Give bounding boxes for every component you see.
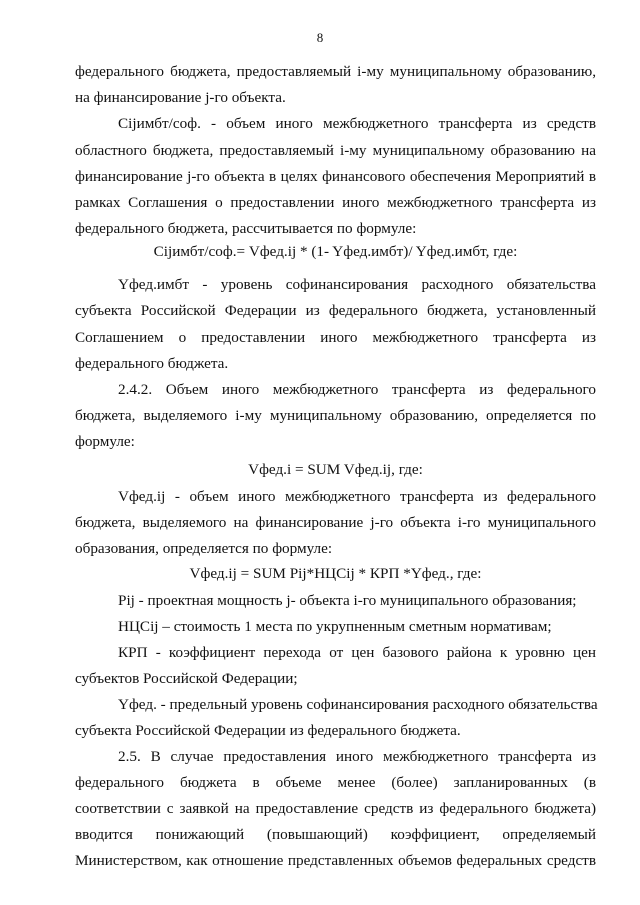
text-line: федерального бюджета, рассчитывается по формуле:: [75, 220, 417, 237]
text-line: финансирование j-го объекта в целях финансового обеспечения Мероприятий в: [75, 168, 596, 185]
text-line: соответствии с заявкой на предоставление средств из федерального бюджета): [75, 800, 596, 817]
text-line: Министерством, как отношение представленных объемов федеральных средств: [75, 852, 596, 869]
text-line: субъекта Российской Федерации из федерального бюджета.: [75, 722, 461, 739]
text-line: федерального бюджета в объеме менее (более) запланированных (в: [75, 774, 596, 791]
formula-line: Сijимбт/соф.= Vфед.ij * (1- Yфед.имбт)/ Yфед.имбт, где:: [153, 243, 518, 260]
text-line: областного бюджета, предоставляемый i-му муниципальному образованию на: [75, 142, 596, 159]
text-line: субъекта Российской Федерации из федерального бюджета, установленный: [75, 302, 596, 319]
text-line: бюджета, выделяемого на финансирование j-го объекта i-го муниципального: [75, 514, 596, 531]
text-line: вводится понижающий (повышающий) коэффициент, определяемый: [75, 826, 596, 843]
text-line: Сijимбт/соф. - объем иного межбюджетного трансферта из средств: [118, 115, 596, 132]
text-line: Vфед.ij - объем иного межбюджетного трансферта из федерального: [118, 488, 596, 505]
text-line: Yфед.имбт - уровень софинансирования расходного обязательства: [118, 276, 596, 293]
text-line: образования, определяется по формуле:: [75, 540, 333, 557]
text-line: 2.4.2. Объем иного межбюджетного трансферта из федерального: [118, 381, 596, 398]
text-line: формуле:: [75, 433, 135, 450]
formula-line: Vфед.ij = SUM Pij*НЦСij * КРП *Yфед., где:: [189, 565, 482, 582]
text-line: федерального бюджета, предоставляемый i-му муниципальному образованию,: [75, 63, 596, 80]
text-line: Yфед. - предельный уровень софинансирования расходного обязательства: [118, 696, 598, 713]
text-line: на финансирование j-го объекта.: [75, 89, 286, 106]
text-line: 2.5. В случае предоставления иного межбюджетного трансферта из: [118, 748, 596, 765]
text-line: федерального бюджета.: [75, 355, 229, 372]
text-line: НЦСij – стоимость 1 места по укрупненным сметным нормативам;: [118, 618, 552, 635]
text-line: субъектов Российской Федерации;: [75, 670, 298, 687]
text-line: рамках Соглашения о предоставлении иного межбюджетного трансферта из: [75, 194, 596, 211]
text-line: бюджета, выделяемого i-му муниципальному образованию, определяется по: [75, 407, 596, 424]
page-number: 8: [316, 30, 324, 45]
text-line: КРП - коэффициент перехода от цен базового района к уровню цен: [118, 644, 596, 661]
text-line: Соглашением о предоставлении иного межбюджетного трансферта из: [75, 329, 596, 346]
formula-line: Vфед.i = SUM Vфед.ij, где:: [248, 461, 423, 478]
text-line: Pij - проектная мощность j- объекта i-го муниципального образования;: [118, 592, 577, 609]
